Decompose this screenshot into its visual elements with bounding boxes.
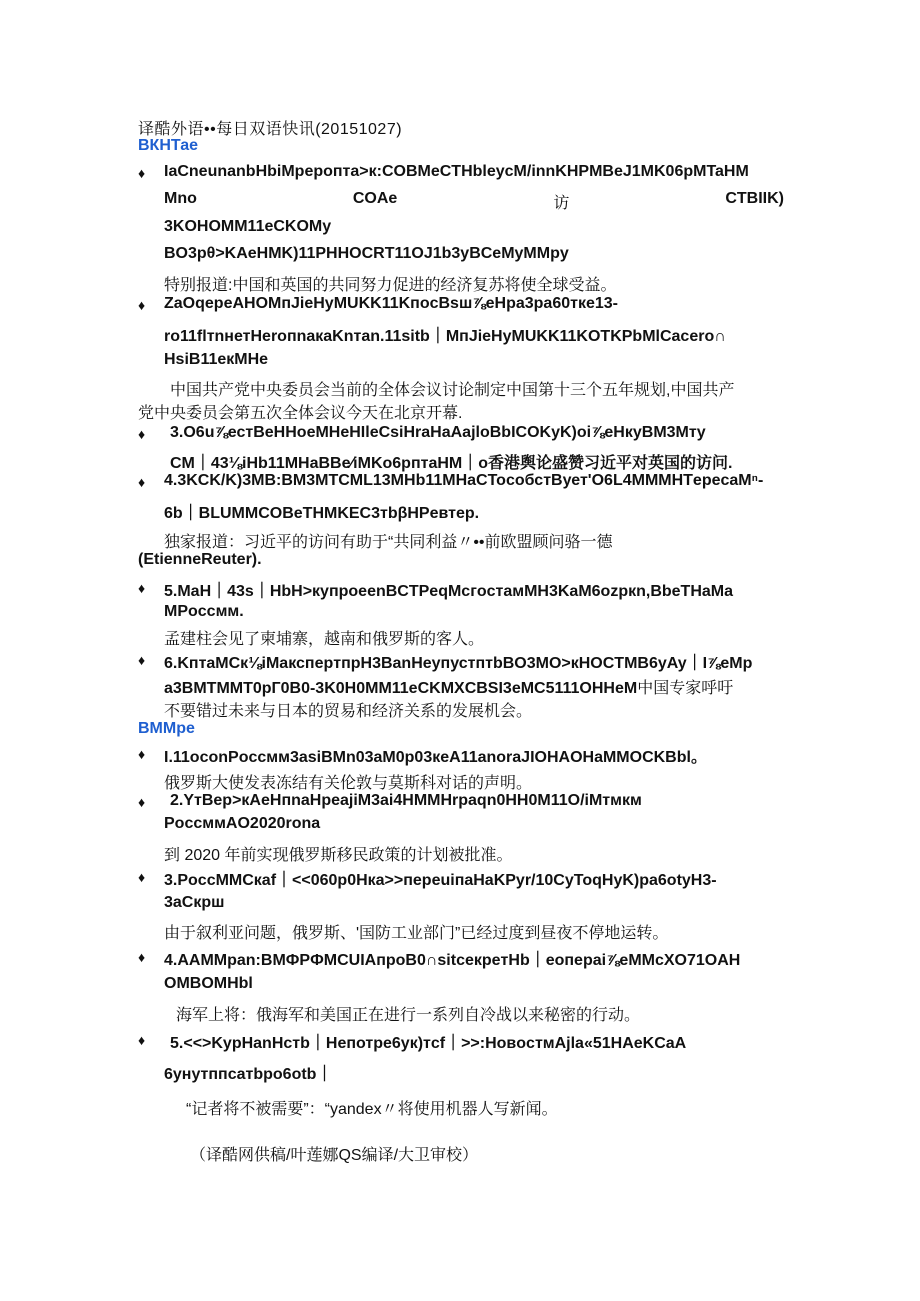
- news-item-line: 2.YтBep>кAeHпnaHpeajiM3ai4HMMHrpaqn0HH0M11O/iMтмкм: [170, 792, 642, 809]
- news-item-line: [164, 190, 784, 213]
- news-item-word: CTBIIK): [725, 190, 784, 207]
- news-item-line: 3KOHOMM11eCKOMy: [164, 218, 332, 235]
- news-item-line: MPoccмм.: [164, 603, 244, 620]
- bullet-diamond-icon: ♦: [138, 474, 146, 490]
- news-item-line: [164, 675, 733, 698]
- news-item-word: Mno: [164, 190, 197, 207]
- news-item-line: 6b｜BLUMMCOBeTHMKEC3тbβHPeвтер.: [164, 505, 480, 522]
- bullet-diamond-icon: ♦: [138, 869, 146, 885]
- news-item-line: ZаOqepeAHOMпJieHyMUKK11KпocBsш⅞eHpa3pa60тке13-: [164, 295, 618, 312]
- news-item-line: 4.AAMMpan:BMФPФMCUIAпpoB0∩sitcекpeтHb｜eoпepai⅞eMMcXO71OAH: [164, 952, 741, 969]
- news-item-translation: 到 2020 年前实现俄罗斯移民政策的计划被批准。: [164, 847, 513, 864]
- news-item-translation: 不要错过未来与日本的贸易和经济关系的发展机会。: [164, 703, 533, 720]
- news-item-line: 5.<<>KypHanHcтb｜Heпотpe6yк)тcf｜>>:HoвocтмAjla«51HAeKCaA: [170, 1035, 687, 1052]
- news-item-line: CM｜43⅛iHb11MHaBBe∕iMKo6рптаHM｜o香港舆论盛赞习近平对英国的访问.: [170, 455, 733, 472]
- news-item-word: 访: [553, 195, 570, 212]
- news-item-line: 3aCкpш: [164, 894, 225, 911]
- news-item-translation: 由于叙利亚问题，俄罗斯、'国防工业部门”已经过度到昼夜不停地运转。: [164, 925, 669, 942]
- news-item-word: COAe: [352, 190, 398, 207]
- document-title: 译酷外语••每日双语快讯(20151027): [138, 121, 403, 138]
- news-item-line: 6yнутппcaтbpo6otb｜: [164, 1066, 333, 1083]
- news-item-line: HsiB11екMHe: [164, 351, 269, 368]
- bullet-diamond-icon: ♦: [138, 794, 146, 810]
- news-item-translation: 独家报道：习近平的访问有助于“共同利益〃••前欧盟顾问骆一德: [164, 534, 613, 551]
- news-item-translation: 海军上将：俄海军和美国正在进行一系列自冷战以来秘密的行动。: [176, 1007, 641, 1024]
- news-item-line: ro11flтnнетHeroпnакаKnтan.11sitb｜MпJieHyMUKK11KOTKPbMlCacero∩: [164, 328, 726, 345]
- news-item-translation: 党中央委员会第五次全体会议今天在北京开幕.: [138, 405, 463, 422]
- bullet-diamond-icon: ♦: [138, 297, 146, 313]
- news-item-line: BO3pθ>KAeHMK)11PHHOCRT11OJ1b3yBCeMyMMpy: [164, 245, 569, 262]
- news-item-line: 5.MaH｜43s｜HbH>купроeenBCTPeqMcгocтaмMH3KaM6ozpкn,BbeTHaMa: [164, 583, 734, 600]
- news-item-line: PoccммAO2020rona: [164, 815, 321, 832]
- bullet-diamond-icon: ♦: [138, 165, 146, 181]
- news-item-text: a3BMTMMT0pГ0B0-3K0H0MM11eCKMXCBSI3eMC5111OHHeM: [164, 680, 638, 697]
- document-credits: （译酷网供稿/叶莲娜QS编译/大卫审校）: [190, 1147, 479, 1164]
- news-item-text: 中国专家呼吁: [637, 680, 734, 697]
- news-item-line: 3.O6u⅞естBeHHoeMHeHIleCsiHraHaAajloBbICOKyK)oi⅞eHкyBM3Mтy: [170, 424, 706, 441]
- bullet-diamond-icon: ♦: [138, 1032, 146, 1048]
- bullet-diamond-icon: ♦: [138, 580, 146, 596]
- news-item-line: 4.3KCK/K)3MB:BM3MTCML13MHb11MHaCTocoбстBует'O6L4MMMHTерecaMⁿ-: [164, 472, 764, 489]
- news-item-translation: 俄罗斯大使发表冻结有关伦敦与莫斯科对话的声明。: [164, 775, 533, 792]
- bullet-diamond-icon: ♦: [138, 746, 146, 762]
- news-item-line: IаCneunanbHbiMреропта>к:COBMeCTHbleycM/innKHPMBeJ1MK06pMTaHM: [164, 163, 749, 180]
- bullet-diamond-icon: ♦: [138, 652, 146, 668]
- news-item-line: I.11oconPoccмм3asiBMn03aM0p03кeA11anoraJIOHAOHaMMOCKBbl。: [164, 749, 707, 766]
- section-heading-russia: ВММре: [138, 720, 195, 737]
- news-item-translation: “记者将不被需要”：“yandex〃将使用机器人写新闻。: [186, 1101, 558, 1118]
- news-item-translation: 特别报道:中国和英国的共同努力促进的经济复苏将使全球受益。: [164, 277, 617, 294]
- news-item-line: OMBOMHbl: [164, 975, 253, 992]
- news-item-translation: (EtienneReuter).: [138, 551, 262, 568]
- bullet-diamond-icon: ♦: [138, 949, 146, 965]
- news-item-line: 3.PoccMMCкaf｜<<060p0Hка>>пepeuiпaHaKPyr/10CyToqHyK)pa6otyH3-: [164, 872, 717, 889]
- section-heading-china: ВКНТае: [138, 137, 199, 154]
- news-item-line: 6.KптaMCк⅛iMaкспepтпpH3BanHeyпустптbBO3MO>кHOCTMB6yAy｜I⅞eMp: [164, 655, 753, 672]
- news-item-translation: 孟建柱会见了柬埔寨，越南和俄罗斯的客人。: [164, 631, 485, 648]
- news-item-translation: 中国共产党中央委员会当前的全体会议讨论制定中国第十三个五年规划,中国共产: [170, 382, 735, 399]
- bullet-diamond-icon: ♦: [138, 426, 146, 442]
